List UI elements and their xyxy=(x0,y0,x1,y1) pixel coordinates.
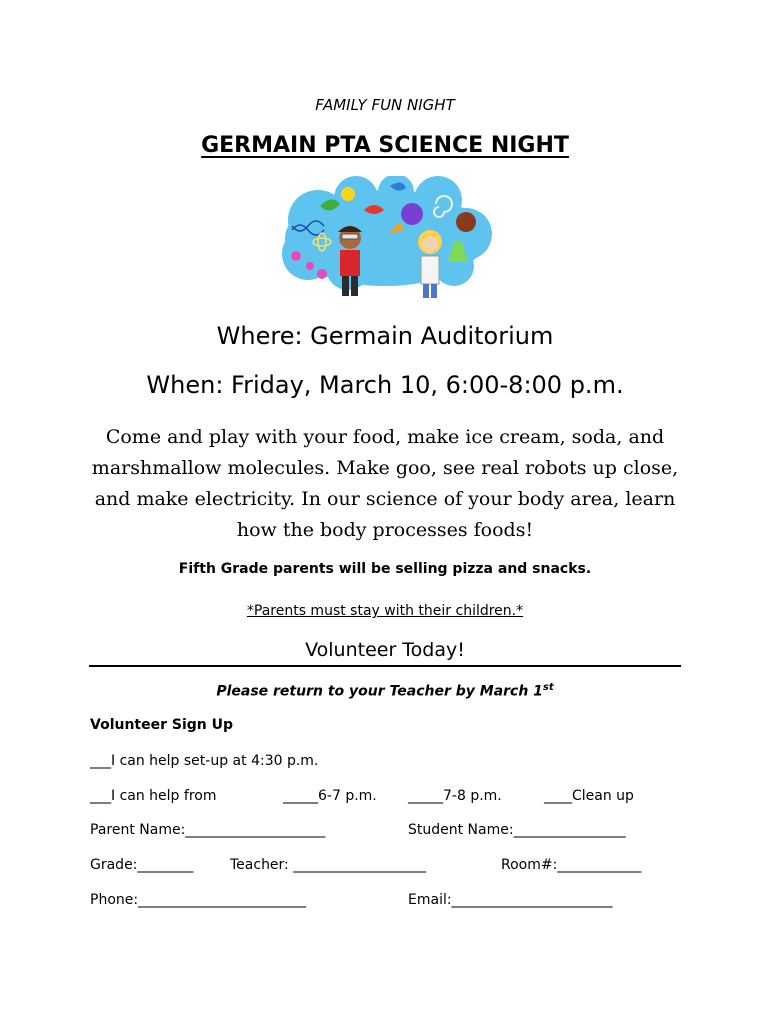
email-field[interactable]: Email:_______________________ xyxy=(408,892,613,908)
setup-option[interactable]: ___I can help set-up at 4:30 p.m. xyxy=(90,753,319,769)
help-from-option[interactable]: ___I can help from xyxy=(90,788,217,804)
slot-7-8-option[interactable]: _____7-8 p.m. xyxy=(408,788,502,804)
planet-icon xyxy=(401,203,423,225)
girl-scientist-figure xyxy=(418,230,442,298)
science-kids-illustration xyxy=(278,176,492,304)
return-note-text: Please return to your Teacher by March 1 xyxy=(216,683,543,700)
cloud-background xyxy=(282,176,492,290)
event-description: Come and play with your food, make ice cream, soda, and marshmallow molecules. Make goo, see real robots up close, and make electricity. In our science of your body area, learn how the body processes foods! xyxy=(91,426,679,541)
sun-icon xyxy=(341,187,355,201)
volcano-icon xyxy=(456,212,476,232)
event-datetime: When: Friday, March 10, 6:00-8:00 p.m. xyxy=(146,371,624,399)
return-note xyxy=(0,682,770,700)
slot-6-7-option[interactable]: _____6-7 p.m. xyxy=(283,788,377,804)
grade-field[interactable]: Grade:________ xyxy=(90,857,194,873)
eyebrow-heading: FAMILY FUN NIGHT xyxy=(315,96,455,114)
page-title xyxy=(0,133,770,158)
event-location: Where: Germain Auditorium xyxy=(216,322,554,350)
volunteer-heading: Volunteer Today! xyxy=(305,639,465,661)
teacher-field[interactable]: Teacher: ___________________ xyxy=(230,857,427,873)
selling-note: Fifth Grade parents will be selling pizza and snacks. xyxy=(178,561,592,577)
phone-field[interactable]: Phone:________________________ xyxy=(90,892,307,908)
parents-note-text: *Parents must stay with their children.* xyxy=(246,603,524,619)
cleanup-option[interactable]: ____Clean up xyxy=(544,788,634,804)
room-field[interactable]: Room#:____________ xyxy=(501,857,642,873)
parent-name-field[interactable]: Parent Name:____________________ xyxy=(90,822,326,838)
signup-label: Volunteer Sign Up xyxy=(90,717,234,733)
parents-note xyxy=(0,603,770,619)
return-note-superscript: st xyxy=(542,682,554,693)
section-divider xyxy=(89,665,681,667)
student-name-field[interactable]: Student Name:________________ xyxy=(408,822,626,838)
page-title-text: GERMAIN PTA SCIENCE NIGHT xyxy=(201,133,569,158)
